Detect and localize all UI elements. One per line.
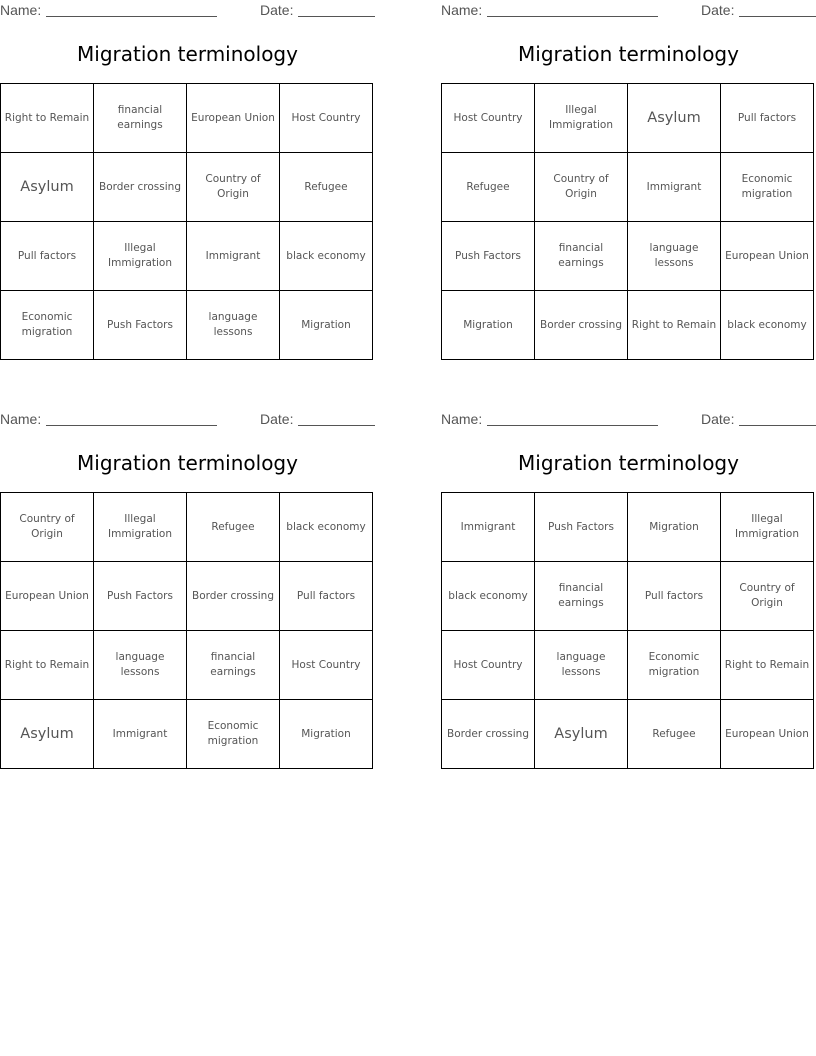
card-header <box>0 409 375 429</box>
bingo-card <box>0 409 375 769</box>
grid-cell: Border crossing <box>187 562 280 631</box>
grid-cell: Illegal Immigration <box>94 493 187 562</box>
grid-cell: Illegal Immigration <box>94 222 187 291</box>
card-title: Migration terminology <box>77 42 298 66</box>
name-label: Name: <box>441 2 483 18</box>
card-header <box>441 0 816 20</box>
name-label: Name: <box>0 411 42 427</box>
grid-cell: Refugee <box>442 153 535 222</box>
grid-cell: Country of Origin <box>721 562 814 631</box>
grid-cell: Pull factors <box>280 562 373 631</box>
grid-cell: Economic migration <box>187 700 280 769</box>
grid-row <box>1 153 373 222</box>
grid-cell: language lessons <box>94 631 187 700</box>
grid-cell: Country of Origin <box>1 493 94 562</box>
bingo-grid <box>0 83 373 360</box>
grid-cell: Pull factors <box>721 84 814 153</box>
card-header <box>441 409 816 429</box>
grid-cell: Push Factors <box>94 291 187 360</box>
grid-cell: European Union <box>187 84 280 153</box>
grid-cell: Economic migration <box>628 631 721 700</box>
grid-cell: language lessons <box>187 291 280 360</box>
grid-cell: Migration <box>442 291 535 360</box>
grid-cell: Push Factors <box>442 222 535 291</box>
grid-cell: Asylum <box>1 700 94 769</box>
grid-row <box>442 700 814 769</box>
grid-cell: Border crossing <box>94 153 187 222</box>
grid-row <box>442 562 814 631</box>
grid-cell: Migration <box>280 700 373 769</box>
grid-cell: European Union <box>721 700 814 769</box>
name-line <box>46 16 217 17</box>
grid-cell: Host Country <box>280 84 373 153</box>
grid-cell: Asylum <box>535 700 628 769</box>
grid-cell: financial earnings <box>94 84 187 153</box>
grid-cell: Refugee <box>628 700 721 769</box>
grid-cell: Illegal Immigration <box>721 493 814 562</box>
bingo-card <box>0 0 375 360</box>
grid-cell: language lessons <box>535 631 628 700</box>
grid-row <box>442 631 814 700</box>
card-title: Migration terminology <box>518 451 739 475</box>
grid-row <box>1 562 373 631</box>
date-label: Date: <box>701 411 735 427</box>
card-title: Migration terminology <box>77 451 298 475</box>
grid-cell: Right to Remain <box>1 84 94 153</box>
grid-row <box>1 222 373 291</box>
grid-cell: Migration <box>628 493 721 562</box>
grid-cell: black economy <box>280 222 373 291</box>
date-label: Date: <box>701 2 735 18</box>
grid-cell: black economy <box>280 493 373 562</box>
grid-row <box>442 493 814 562</box>
grid-row <box>1 84 373 153</box>
grid-cell: Border crossing <box>535 291 628 360</box>
grid-cell: financial earnings <box>535 562 628 631</box>
grid-cell: Pull factors <box>628 562 721 631</box>
card-header <box>0 0 375 20</box>
grid-cell: Asylum <box>1 153 94 222</box>
grid-cell: Refugee <box>280 153 373 222</box>
grid-row <box>1 493 373 562</box>
grid-cell: European Union <box>721 222 814 291</box>
name-line <box>46 425 217 426</box>
grid-cell: Immigrant <box>94 700 187 769</box>
grid-cell: Immigrant <box>628 153 721 222</box>
grid-cell: Push Factors <box>535 493 628 562</box>
date-label: Date: <box>260 411 294 427</box>
date-label: Date: <box>260 2 294 18</box>
grid-cell: Host Country <box>280 631 373 700</box>
grid-row <box>1 700 373 769</box>
grid-cell: Refugee <box>187 493 280 562</box>
date-line <box>739 425 816 426</box>
grid-cell: Host Country <box>442 631 535 700</box>
name-label: Name: <box>441 411 483 427</box>
grid-row <box>442 84 814 153</box>
grid-row <box>1 631 373 700</box>
grid-cell: Right to Remain <box>628 291 721 360</box>
grid-cell: Push Factors <box>94 562 187 631</box>
grid-cell: Illegal Immigration <box>535 84 628 153</box>
grid-cell: Country of Origin <box>187 153 280 222</box>
date-line <box>739 16 816 17</box>
grid-cell: financial earnings <box>187 631 280 700</box>
name-line <box>487 16 658 17</box>
grid-row <box>442 153 814 222</box>
bingo-card <box>441 0 816 360</box>
bingo-grid <box>0 492 373 769</box>
grid-cell: Immigrant <box>187 222 280 291</box>
name-label: Name: <box>0 2 42 18</box>
bingo-card <box>441 409 816 769</box>
grid-cell: Asylum <box>628 84 721 153</box>
grid-cell: Pull factors <box>1 222 94 291</box>
grid-row <box>1 291 373 360</box>
grid-cell: Migration <box>280 291 373 360</box>
grid-row <box>442 291 814 360</box>
grid-cell: Economic migration <box>1 291 94 360</box>
grid-cell: Border crossing <box>442 700 535 769</box>
grid-cell: black economy <box>721 291 814 360</box>
card-title: Migration terminology <box>518 42 739 66</box>
grid-cell: Economic migration <box>721 153 814 222</box>
grid-cell: language lessons <box>628 222 721 291</box>
grid-cell: financial earnings <box>535 222 628 291</box>
grid-cell: Immigrant <box>442 493 535 562</box>
date-line <box>298 425 375 426</box>
date-line <box>298 16 375 17</box>
bingo-grid <box>441 83 814 360</box>
grid-cell: Right to Remain <box>721 631 814 700</box>
name-line <box>487 425 658 426</box>
grid-cell: Host Country <box>442 84 535 153</box>
grid-cell: black economy <box>442 562 535 631</box>
grid-cell: Country of Origin <box>535 153 628 222</box>
grid-row <box>442 222 814 291</box>
grid-cell: Right to Remain <box>1 631 94 700</box>
grid-cell: European Union <box>1 562 94 631</box>
bingo-grid <box>441 492 814 769</box>
